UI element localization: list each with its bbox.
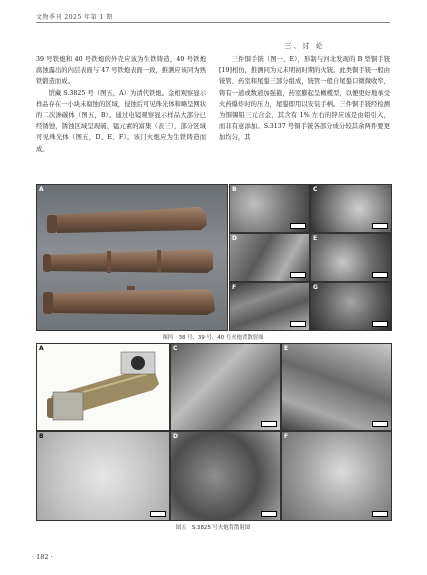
sem-label-e: E (313, 235, 318, 242)
fig5-panel-d (170, 431, 281, 521)
cannon-38 (47, 207, 207, 233)
left-column (36, 54, 206, 155)
scale-bar (372, 511, 388, 517)
sem-label-g: G (313, 284, 318, 291)
scale-bar (261, 511, 277, 517)
left-paragraph-2: 馆藏 S.3825 号（图五，A）为清代铁炮。金相观察显示样品存在一小块未腐蚀的区域，侵蚀后可见珠光体和略呈网状的二次渗碳体（图五，B）。通过电镜观察显示样品大部分已经锈蚀，锈蚀区域呈现硫、锰元素的富集（表三），部分区域可见珠光体（图五，D、E、F）。该门火炮应为生铁铸造而成。 (36, 89, 207, 153)
scale-bar (372, 321, 388, 327)
fig5-panel-f (281, 431, 392, 521)
right-column (219, 54, 390, 144)
figure-5-caption: 图五 S.3825 号火炮背散射图 (175, 525, 251, 531)
cannon-40 (43, 286, 215, 315)
sem-label-b: B (232, 186, 237, 193)
scale-bar (290, 272, 306, 278)
sem-panel-e (310, 233, 392, 282)
page-number: · 182 · (32, 553, 53, 561)
sem-label-f: F (232, 284, 237, 291)
fig5-label-f: F (284, 433, 289, 440)
fig5-label-b: B (39, 433, 44, 440)
cannon-39 (43, 249, 213, 273)
fig5-panel-b (36, 431, 170, 521)
journal-header: 文物季刊 2025 年第 1 期 (36, 14, 113, 21)
figure-4 (36, 184, 390, 329)
figure-4-photo (36, 184, 228, 331)
fig5-panel-a (36, 343, 170, 431)
sem-panel-g (310, 282, 392, 331)
scale-bar (372, 272, 388, 278)
scale-bar (372, 421, 388, 427)
sem-panel-d (229, 233, 310, 282)
figure-4-label-a: A (39, 186, 44, 193)
fig5-label-e: E (284, 345, 289, 352)
sem-panel-c (310, 184, 392, 233)
right-paragraph: 三件铜手铳（图一，E），形制与河北发现的 B 型铜手铳[19]相仿，推测同为元末明初时期的火铳。此类铜手铳一般由铳管、药室和尾銎三部分组成，铳管一般自尾銎口微微收窄，铸有一道或数道加强箍，药室膨起呈橄榄型，以便更好地承受火药爆炸时的压力，尾銎即用以安装手柄。三件铜手铳经检测为铜锡铅三元合金，其含有 1% 左右的锌应该是由铅引入，而非有意添加。S.3137 号铜手铳各部分成分较其余两件要更加均匀，其 (219, 56, 390, 142)
scale-bar (290, 321, 306, 327)
sem-panel-b (229, 184, 310, 233)
sem-label-d: D (232, 235, 237, 242)
left-paragraph-1: 39 号铁炮和 40 号铁炮的外壳应该为生铁铸造，40 号铁炮腐蚀露出的内层表面与 47 号铁炮表面一致，推测应该同为熟铁锻造而成。 (36, 56, 206, 86)
fig5-panel-e (281, 343, 392, 431)
scale-bar (372, 223, 388, 229)
fig5-label-d: D (173, 433, 178, 440)
section-title: 三、讨 论 (284, 42, 325, 50)
scale-bar (261, 421, 277, 427)
fig5-label-a: A (39, 345, 44, 352)
fig5-label-c: C (173, 345, 178, 352)
header-rule (36, 22, 390, 23)
scale-bar (290, 223, 306, 229)
figure-5 (36, 343, 390, 519)
fig5-panel-c (170, 343, 281, 431)
sem-label-c: C (313, 186, 318, 193)
cannon-sample-illustration (37, 344, 169, 430)
scale-bar (150, 511, 166, 517)
cannons-illustration (37, 185, 227, 330)
figure-4-caption: 图四 38 号、39 号、40 号火炮背散射图 (162, 335, 264, 341)
sem-panel-f (229, 282, 310, 331)
